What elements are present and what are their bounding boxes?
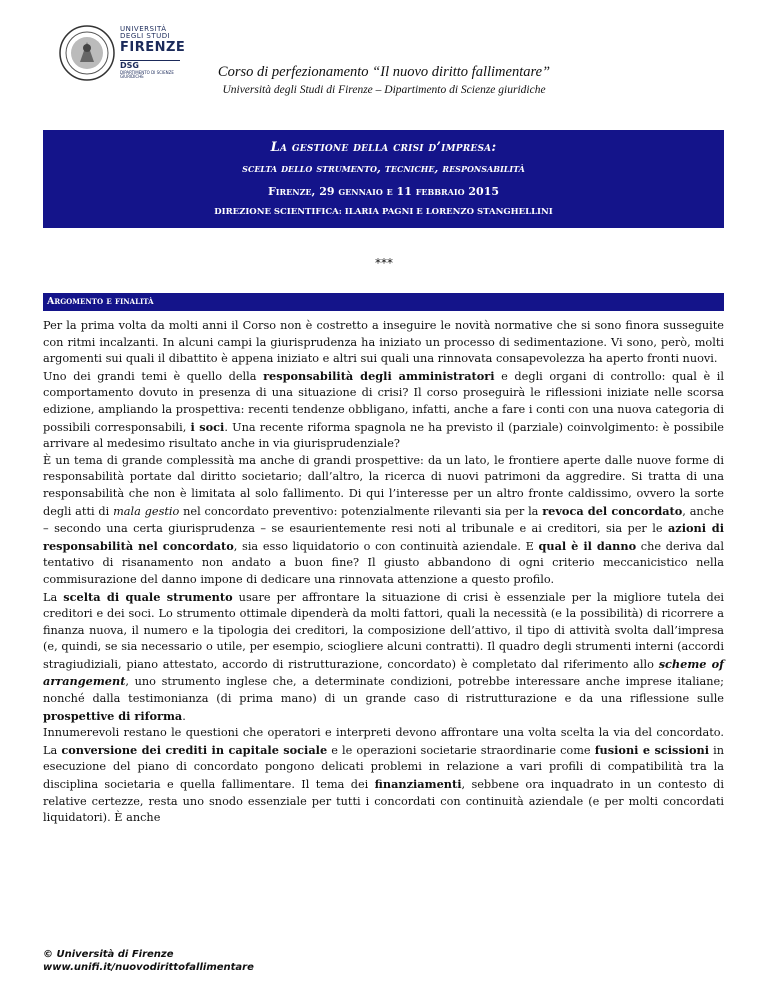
text-run: mala gestio <box>113 504 180 518</box>
text-run: fusioni e scissioni <box>594 742 710 757</box>
text-run: , sebbene ora inquadrato in un contesto di relative certezze, resta uno snodo essenziale per tutti i concordati con continuità aziendale (e per molti concordati liquidatori). È anche <box>43 778 724 825</box>
text-run: , anche – secondo una certa giurisprudenza – se esaurientemente resi noti al tribunale e ai creditori, sia per le <box>43 504 724 536</box>
footer-url: www.unifi.it/nuovodirittofallimentare <box>43 962 254 973</box>
department-full-name: DIPARTIMENTO DI SCIENZE GIURIDICHE <box>120 70 174 80</box>
text-run: scheme of arrangement <box>43 656 724 689</box>
text-run: , sia esso liquidatorio o con continuità aziendale. E <box>233 539 539 553</box>
text-run: La <box>43 590 64 604</box>
department-line: Università degli Studi di Firenze – Dipartimento di Scienze giuridiche <box>222 84 546 96</box>
text-run: conversione dei crediti in capitale sociale <box>61 742 328 757</box>
text-run: scelta di quale strumento <box>63 589 233 604</box>
banner-direction: DIREZIONE SCIENTIFICA: ILARIA PAGNI E LORENZO STANGHELLINI <box>214 207 553 217</box>
text-run: finanziamenti <box>374 777 462 792</box>
paragraph <box>43 589 724 726</box>
text-run: È un tema di grande complessità ma anche di grandi prospettive: da un lato, le frontiere aperte dalle nuove forme di responsabilità portate dal diritto societario; dall’altro, la ricerca di nuovi patrimoni da aggredire. Si tratta di una responsabilità che non è limitata al solo fallimento. Di qui l’interesse per un altro fronte caldissimo, ovvero la sorte degli atti di <box>43 453 724 518</box>
paragraph <box>43 368 724 453</box>
course-title: Corso di perfezionamento “Il nuovo diritto fallimentare” <box>217 64 551 80</box>
banner-dates: Firenze, 29 gennaio e 11 febbraio 2015 <box>267 185 500 198</box>
text-run: qual è il danno <box>538 538 637 553</box>
text-run: e degli organi di controllo: qual è il comportamento dovuto in presenza di una situazione di crisi? Il corso proseguirà le riflessioni iniziate nelle scorsa edizione, ampliando la prospettiva: recenti tendenze obbligano, infatti, anche a fare i conti con una nuova categoria di possibili corresponsabili, <box>43 369 724 434</box>
banner-title: La gestione della crisi d’impresa: <box>270 140 497 155</box>
paragraph <box>43 453 724 589</box>
university-name-line2: DEGLI STUDI <box>120 32 171 41</box>
text-run: che deriva dal tentativo di risanamento non andato a buon fine? Il giusto abbandono di ogni criterio meccanicistico nella commisurazione del danno impone di dedicare una rinnovata attenzione a questo profilo. <box>43 539 724 586</box>
text-run: nel concordato preventivo: potenzialmente rilevanti sia per la <box>179 504 543 518</box>
paragraph <box>43 725 724 827</box>
text-run: Uno dei grandi temi è quello della <box>43 369 264 383</box>
text-run: azioni di responsabilità nel concordato <box>43 521 724 553</box>
text-run: . Una recente riforma spagnola ne ha previsto il (parziale) coinvolgimento: è possibile arrivare al medesimo risultato anche in via giurisprudenziale? <box>43 420 724 451</box>
text-run: i soci <box>190 419 225 434</box>
title-banner <box>43 130 724 228</box>
text-run: usare per affrontare la situazione di crisi è essenziale per la migliore tutela dei creditori e dei soci. Lo strumento ottimale dipenderà da molti fattori, quali la necessità (e la possibilità) di ricorrere a finanza nuova, il numero e la tipologia dei creditori, la composizione dell’attivo, il tipo di attività svolta dall’impresa (e, quindi, se sia necessario o utile, per esempio, sciogliere alcuni contratti). Il quadro degli strumenti interni (accordi stragiudiziali, piano attestato, accordo di ristrutturazione, concordato) è completato dal riferimento allo <box>43 590 725 671</box>
body-text <box>43 318 724 827</box>
footer <box>43 948 254 974</box>
university-name-line1: UNIVERSITÀ <box>120 25 167 33</box>
text-run: responsabilità degli amministratori <box>263 368 495 383</box>
text-run: in esecuzione del piano di concordato pongono delicati problemi in relazione a vari profili di compatibilità tra la disciplina societaria e quella fallimentare. Il tema dei <box>43 743 725 792</box>
footer-copyright: © Università di Firenze <box>43 949 174 960</box>
text-run: revoca del concordato <box>542 503 683 518</box>
text-run: prospettive di riforma <box>43 708 183 723</box>
banner-subtitle: scelta dello strumento, tecniche, responsabilità <box>242 161 525 175</box>
separator: *** <box>375 256 393 270</box>
department-abbreviation: DSG <box>120 61 139 70</box>
text-run: Innumerevoli restano le questioni che operatori e interpreti devono affrontare una volta scelta la via del concordato. La <box>43 726 724 757</box>
university-name-line3: FIRENZE <box>120 39 186 55</box>
paragraph <box>43 318 724 368</box>
section-header <box>43 293 724 311</box>
text-run: e le operazioni societarie straordinarie come <box>327 743 595 757</box>
section-title: Argomento e finalità <box>47 296 154 307</box>
text-run: , uno strumento inglese che, a determinate condizioni, potrebbe interessare anche imprese italiane; nonché dalla testimonianza (di prima mano) di un grande caso di ristrutturazione e da una riflessione sulle <box>43 675 724 706</box>
text-run: . <box>182 709 186 723</box>
text-run: Per la prima volta da molti anni il Corso non è costretto a inseguire le novità normative che si sono finora susseguite con ritmi incalzanti. In alcuni campi la giurisprudenza ha iniziato un processo di sedimentazione. Vi sono, però, molti argomenti sui quali il dibattito è appena iniziato e altri sui quali una rinnovata consapevolezza ha aperto fronti nuovi. <box>43 319 724 366</box>
